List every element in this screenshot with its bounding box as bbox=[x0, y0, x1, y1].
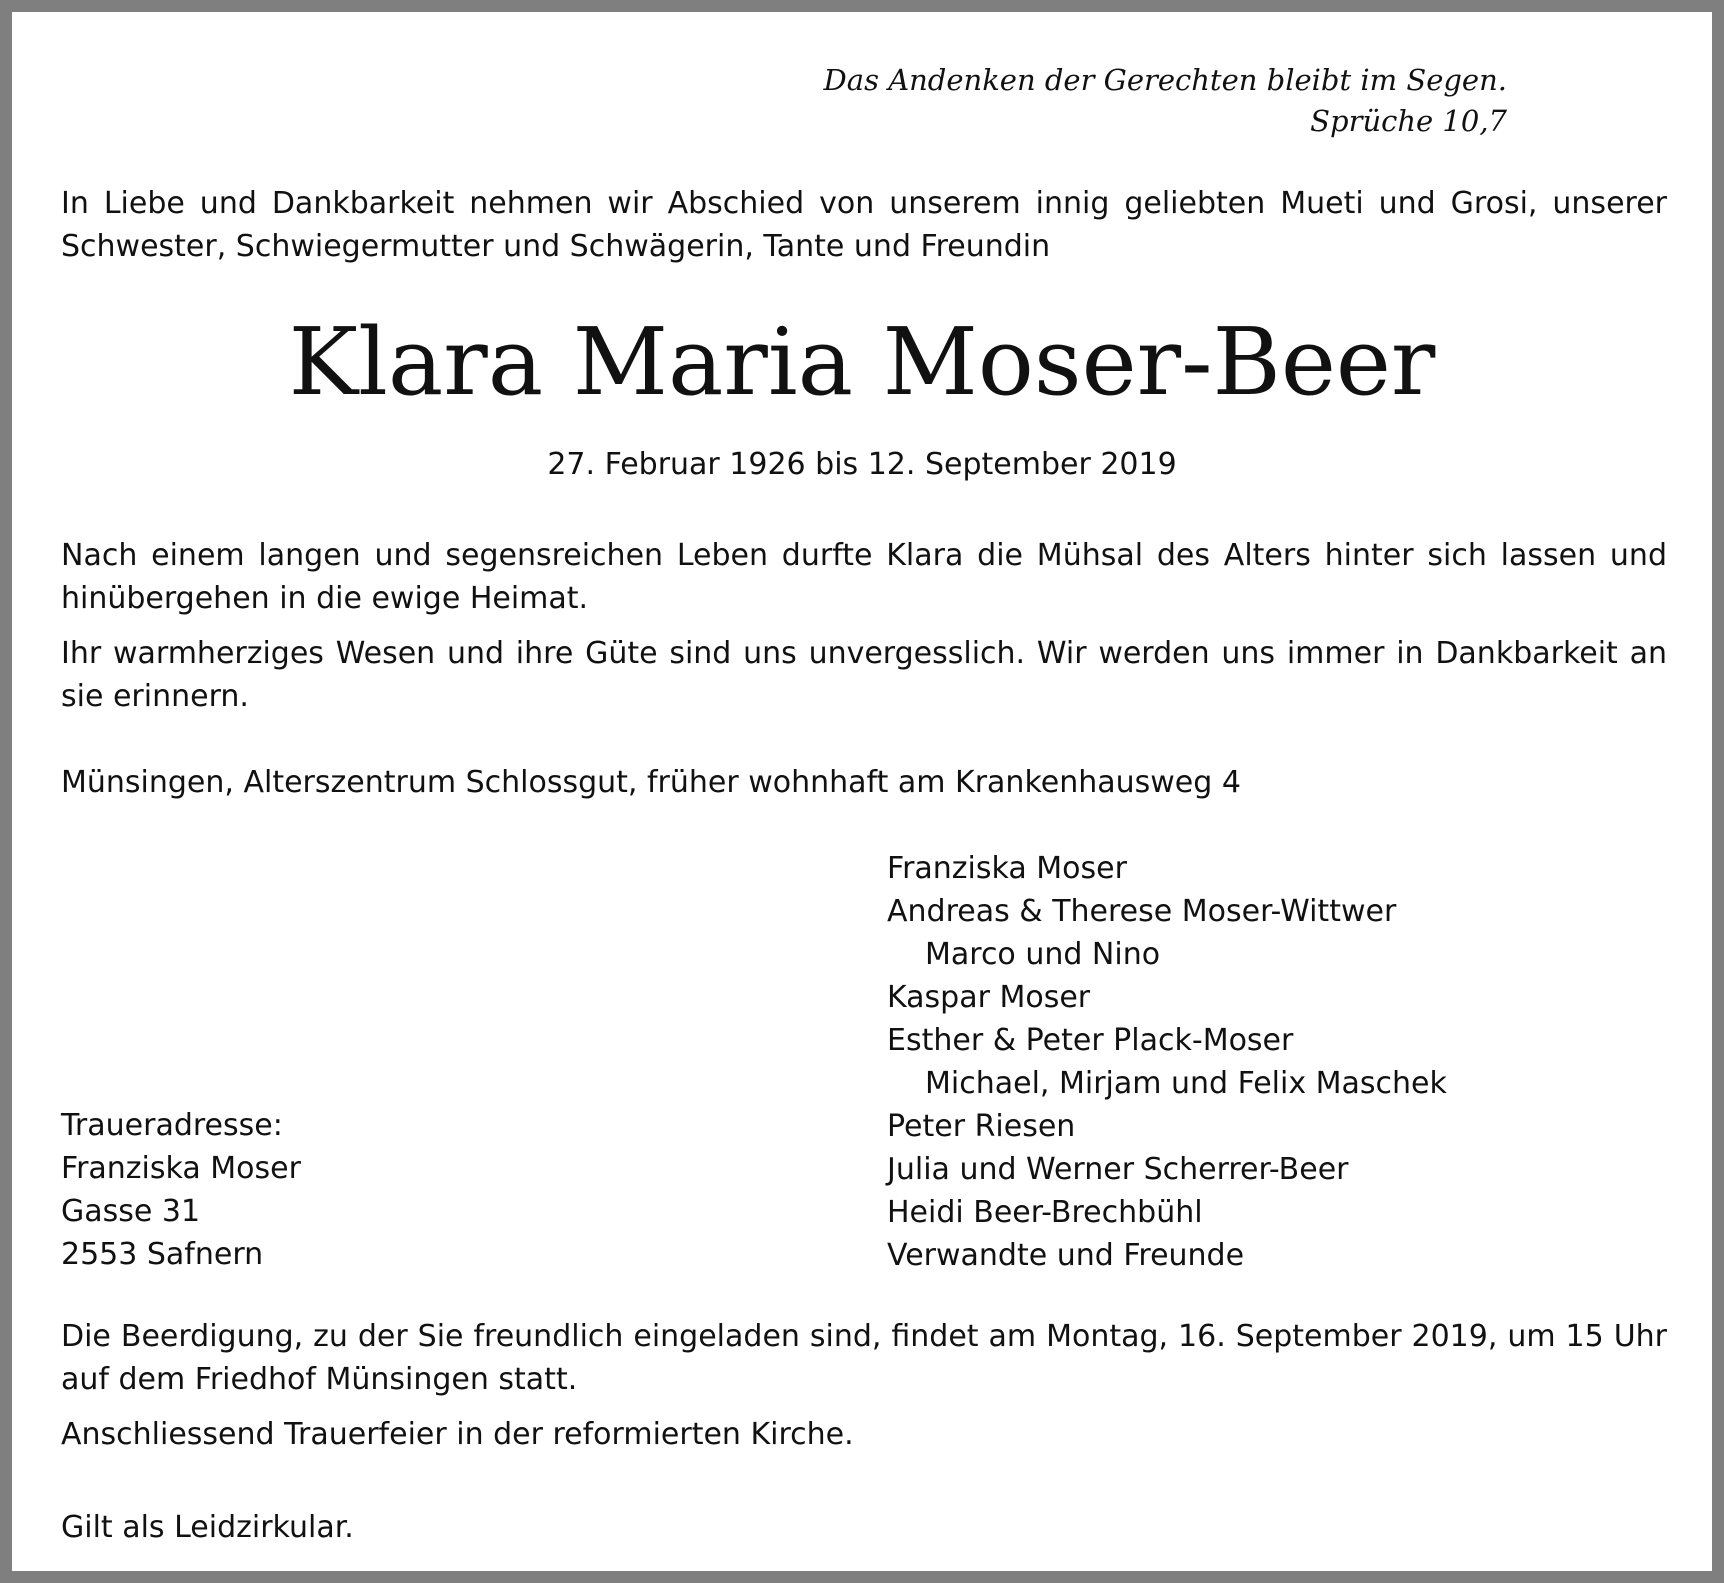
funeral-paragraph-2: Anschliessend Trauerfeier in der reformierten Kirche. bbox=[61, 1417, 854, 1452]
closing-note: Gilt als Leidzirkular. bbox=[61, 1510, 354, 1545]
mourning-address bbox=[61, 1104, 301, 1276]
address-city: 2553 Safnern bbox=[61, 1237, 264, 1272]
address-street: Gasse 31 bbox=[61, 1194, 201, 1229]
address-label: Traueradresse: bbox=[61, 1108, 283, 1143]
mourner-line: Julia und Werner Scherrer-Beer bbox=[887, 1152, 1349, 1187]
deceased-name: Klara Maria Moser-Beer bbox=[288, 308, 1436, 416]
mourner-line: Andreas & Therese Moser-Wittwer bbox=[887, 894, 1397, 929]
funeral-paragraph-1: Die Beerdigung, zu der Sie freundlich eingeladen sind, findet am Montag, 16. September 2019, um 15 Uhr auf dem Friedhof Münsingen statt. bbox=[61, 1319, 1667, 1397]
mourner-line: Esther & Peter Plack-Moser bbox=[887, 1023, 1294, 1058]
mourner-line: Marco und Nino bbox=[925, 937, 1161, 972]
mourner-line: Verwandte und Freunde bbox=[887, 1238, 1245, 1273]
mourner-line: Heidi Beer-Brechbühl bbox=[887, 1195, 1203, 1230]
text-paragraph-2: Ihr warmherziges Wesen und ihre Güte sind uns unvergesslich. Wir werden uns immer in Dankbarkeit an sie erinnern. bbox=[61, 636, 1667, 714]
quote-source: Sprüche 10,7 bbox=[1310, 104, 1507, 138]
mourner-line: Kaspar Moser bbox=[887, 980, 1091, 1015]
location-text: Münsingen, Alterszentrum Schlossgut, früher wohnhaft am Krankenhausweg 4 bbox=[61, 765, 1241, 800]
life-dates: 27. Februar 1926 bis 12. September 2019 bbox=[547, 447, 1177, 482]
mourner-line: Peter Riesen bbox=[887, 1109, 1076, 1144]
mourners-list bbox=[887, 847, 1447, 1277]
bible-quote bbox=[824, 60, 1507, 142]
quote-text: Das Andenken der Gerechten bleibt im Segen. bbox=[823, 63, 1507, 97]
mourner-line: Michael, Mirjam und Felix Maschek bbox=[925, 1066, 1447, 1101]
obituary-notice bbox=[12, 12, 1712, 1571]
address-name: Franziska Moser bbox=[61, 1151, 301, 1186]
intro-text: In Liebe und Dankbarkeit nehmen wir Abschied von unserem innig geliebten Mueti und Grosi, unserer Schwester, Schwiegermutter und Schwägerin, Tante und Freundin bbox=[61, 186, 1667, 264]
mourner-line: Franziska Moser bbox=[887, 851, 1127, 886]
text-paragraph-1: Nach einem langen und segensreichen Leben durfte Klara die Mühsal des Alters hinter sich lassen und hinübergehen in die ewige Heimat. bbox=[61, 538, 1667, 616]
